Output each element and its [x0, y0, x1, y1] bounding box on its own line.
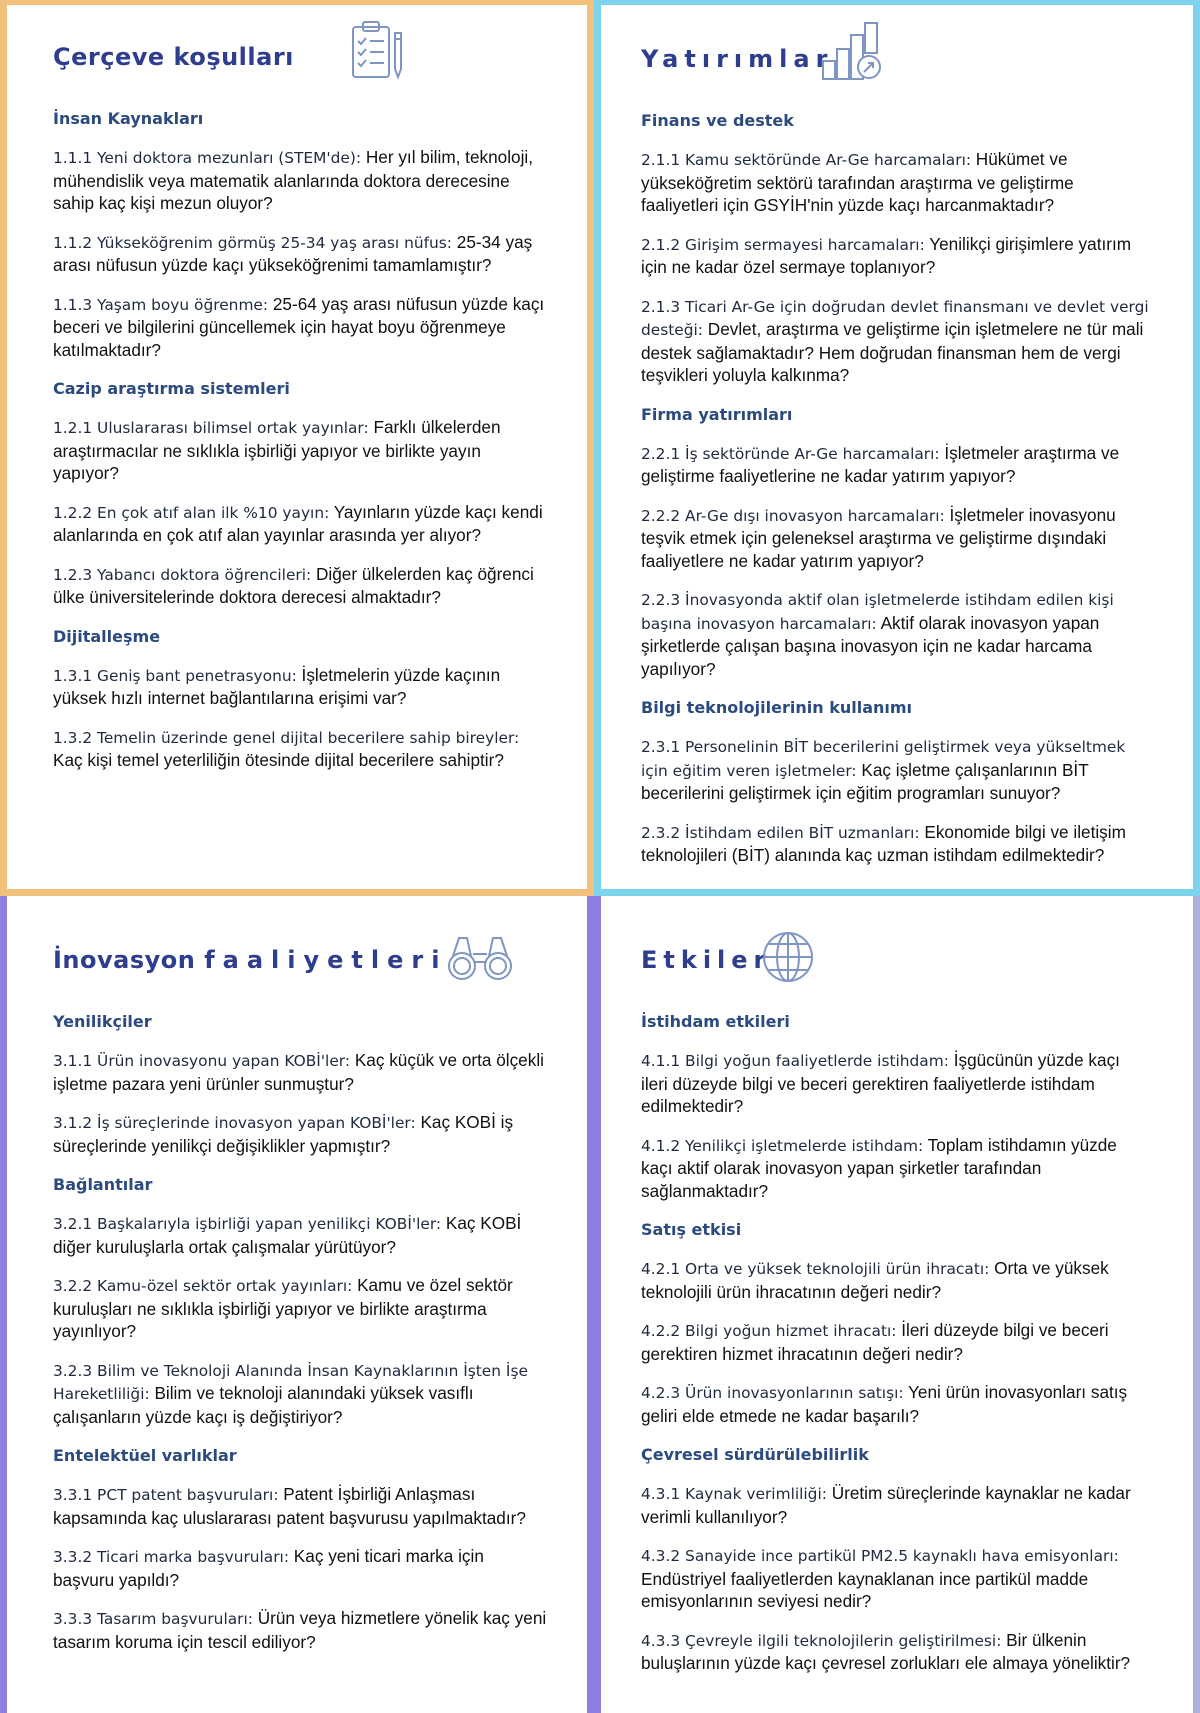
binoculars-icon [445, 932, 515, 984]
indicator-text: İşletmeler inovasyonu teşvik etmek için geleneksel araştırma ve geliştirme dışındaki faaliyetlere ne kadar yatırım yapıyor? [641, 504, 1116, 571]
indicator-code: 1.3.1 Geniş bant penetrasyonu: [53, 666, 297, 685]
indicator-code: 1.2.2 En çok atıf alan ilk %10 yayın: [53, 503, 330, 522]
indicator-code: 1.1.2 Yükseköğrenim görmüş 25-34 yaş arası nüfus: [53, 233, 452, 252]
indicator-text: İleri düzeyde bilgi ve beceri gerektiren hizmet ihracatının değeri nedir? [641, 1320, 1109, 1364]
section-inovasyon-faaliyetleri [0, 896, 594, 1713]
section-yatirimlar [594, 0, 1200, 896]
section-title-main: faaliyetleri [204, 946, 448, 974]
indicator-text: Toplam istihdamın yüzde kaçı aktif olarak inovasyon yapan şirketler tarafından sağlanmaktadır? [641, 1134, 1117, 1201]
group-heading: Satış etkisi [641, 1220, 742, 1239]
indicator-item [641, 504, 1149, 573]
indicator-text: Yayınların yüzde kaçı kendi alanlarında en çok atıf alan yayınlar arasında yer alıyor? [53, 501, 543, 545]
indicator-code: 4.3.1 Kaynak verimliliği: [641, 1485, 827, 1503]
indicator-text: İşgücünün yüzde kaçı ileri düzeyde bilgi ve beceri gerektiren faaliyetlerde istihdam edilmektedir? [641, 1050, 1120, 1116]
indicator-code: 3.3.1 PCT patent başvuruları: [53, 1486, 279, 1504]
indicator-item [641, 735, 1149, 805]
indicator-code: 1.1.1 Yeni doktora mezunları (STEM'de): [53, 149, 362, 167]
indicator-text: Kaç KOBİ iş süreçlerinde yenilikçi değişiklikler yapmıştır? [53, 1112, 514, 1156]
group-heading: Çevresel sürdürülebilirlik [641, 1445, 869, 1464]
indicator-code: 4.1.1 Bilgi yoğun faaliyetlerde istihdam: [641, 1052, 949, 1070]
indicator-text: Kaç işletme çalışanlarının BİT becerilerini geliştirmek için eğitim programları sunuyor? [641, 759, 1089, 803]
group-heading: İstihdam etkileri [641, 1012, 790, 1031]
indicator-code: 4.1.2 Yenilikçi işletmelerde istihdam: [641, 1136, 924, 1155]
group-heading: Entelektüel varlıklar [53, 1446, 237, 1465]
indicator-text: Yeni ürün inovasyonları satış geliri elde etmede ne kadar başarılı? [641, 1382, 1128, 1426]
indicator-code: 1.2.1 Uluslararası bilimsel ortak yayınlar: [53, 419, 369, 437]
clipboard-checklist-icon [343, 19, 409, 85]
indicator-item [53, 293, 547, 362]
section-title [53, 946, 447, 974]
indicator-code: 4.2.3 Ürün inovasyonlarının satışı: [641, 1384, 904, 1402]
indicator-code: 3.2.2 Kamu-özel sektör ortak yayınları: [53, 1277, 353, 1295]
indicator-item [641, 233, 1149, 279]
indicator-text: Her yıl bilim, teknoloji, mühendislik veya matematik alanlarında doktora derecesine sahip kaç kişi mezun oluyor? [53, 147, 534, 213]
indicator-text: Bilim ve teknoloji alanındaki yüksek vasıflı çalışanların yüzde kaçı iş değiştiriyor? [53, 1383, 474, 1427]
growth-chart-icon [819, 21, 885, 83]
indicator-text: Kaç yeni ticari marka için başvuru yapıldı? [53, 1546, 484, 1590]
indicator-item [641, 588, 1149, 680]
indicator-code: 2.2.1 İş sektöründe Ar-Ge harcamaları: [641, 444, 940, 463]
section-title: Etkiler [641, 946, 772, 974]
indicator-text: Devlet, araştırma ve geliştirme için işletmelere ne tür mali destek sağlamaktadır? Hem doğrudan finansman hem de vergi teşvikleri yoluyla kalkınma? [641, 319, 1144, 385]
indicator-item [53, 1483, 547, 1529]
indicator-item [53, 1545, 547, 1591]
indicator-text: Diğer ülkelerden kaç öğrenci ülke üniversitelerinde doktora derecesi almaktadır? [53, 563, 534, 607]
indicator-text: Aktif olarak inovasyon yapan şirketlerde çalışan başına inovasyon için ne kadar harcama yapılıyor? [641, 612, 1100, 679]
indicator-code: 2.1.1 Kamu sektöründe Ar-Ge harcamaları: [641, 151, 972, 169]
group-heading: İnsan Kaynakları [53, 109, 204, 128]
indicator-text: Ürün veya hizmetlere yönelik kaç yeni tasarım koruma için tescil ediliyor? [53, 1608, 547, 1652]
group-heading: Yenilikçiler [53, 1012, 152, 1031]
indicator-code: 3.2.1 Başkalarıyla işbirliği yapan yenilikçi KOBİ'ler: [53, 1215, 442, 1233]
indicator-text: İşletmelerin yüzde kaçının yüksek hızlı internet bağlantılarına erişimi var? [53, 664, 501, 708]
indicator-item [53, 501, 547, 547]
indicator-item [53, 1274, 547, 1343]
group-heading: Dijitalleşme [53, 626, 161, 646]
section-title: Yatırımlar [641, 45, 834, 73]
indicator-text: Üretim süreçlerinde kaynaklar ne kadar verimli kullanılıyor? [641, 1483, 1131, 1527]
indicator-code: 3.1.2 İş süreçlerinde inovasyon yapan KOBİ'ler: [53, 1114, 416, 1132]
indicator-item [641, 1629, 1149, 1675]
indicator-code: 2.2.3 İnovasyonda aktif olan işletmelerde istihdam edilen kişi başına inovasyon harcamaları: [641, 591, 1114, 633]
indicator-code: 4.3.3 Çevreyle ilgili teknolojilerin geliştirilmesi: [641, 1631, 1002, 1650]
group-heading: Cazip araştırma sistemleri [53, 379, 290, 398]
indicator-code: 1.3.2 Temelin üzerinde genel dijital becerilere sahip bireyler: [53, 728, 520, 747]
indicator-item [53, 416, 547, 485]
indicator-code: 1.1.3 Yaşam boyu öğrenme: [53, 295, 269, 314]
indicator-text: 25-34 yaş arası nüfusun yüzde kaçı yükseköğrenimi tamamlamıştır? [53, 231, 533, 275]
indicator-item [641, 1049, 1149, 1118]
indicator-item [53, 146, 547, 215]
section-title: Çerçeve koşulları [53, 43, 294, 71]
section-header [53, 918, 547, 998]
group-heading: Bilgi teknolojilerinin kullanımı [641, 698, 913, 717]
indicator-code: 3.3.2 Ticari marka başvuruları: [53, 1548, 290, 1566]
indicator-text: Ekonomide bilgi ve iletişim teknolojileri (BİT) alanında kaç uzman istihdam edilmektedir? [641, 821, 1126, 865]
indicator-text: Kaç küçük ve orta ölçekli işletme pazara yeni ürünler sunmuştur? [53, 1050, 544, 1094]
indicator-code: 2.2.2 Ar-Ge dışı inovasyon harcamaları: [641, 506, 945, 525]
indicator-item [53, 563, 547, 609]
group-heading: Firma yatırımları [641, 404, 793, 424]
indicator-text: Patent İşbirliği Anlaşması kapsamında kaç uluslararası patent başvurusu yapılmaktadır? [53, 1484, 526, 1528]
indicator-item [53, 726, 547, 772]
indicator-item [53, 1212, 547, 1258]
indicator-item [641, 442, 1149, 488]
section-cerceve-kosullari [0, 0, 594, 896]
indicator-code: 2.3.2 İstihdam edilen BİT uzmanları: [641, 823, 920, 842]
indicator-text: Kamu ve özel sektör kuruluşları ne sıklıkla işbirliği yapıyor ve birlikte araştırma yayınlıyor? [53, 1275, 513, 1341]
indicator-text: Kaç kişi temel yeterliliğin ötesinde dijital becerilere sahiptir? [53, 750, 504, 770]
group-heading: Bağlantılar [53, 1175, 153, 1194]
indicator-text: Yenilikçi girişimlere yatırım için ne kadar özel sermaye toplanıyor? [641, 233, 1132, 277]
indicator-text: Hükümet ve yükseköğretim sektörü tarafından araştırma ve geliştirme faaliyetleri için GSYİH'nin yüzde kaçı harcanmaktadır? [641, 149, 1074, 215]
indicator-item [641, 1134, 1149, 1203]
group-heading: Finans ve destek [641, 111, 794, 130]
indicator-code: 2.3.1 Personelinin BİT becerilerini geliştirmek veya yükseltmek için eğitim veren işletmeler: [641, 738, 1126, 780]
indicator-code: 4.2.2 Bilgi yoğun hizmet ihracatı: [641, 1322, 897, 1340]
indicator-code: 4.3.2 Sanayide ince partikül PM2.5 kaynaklı hava emisyonları: [641, 1547, 1119, 1565]
indicator-text: Orta ve yüksek teknolojili ürün ihracatının değeri nedir? [641, 1258, 1109, 1302]
indicator-text: Bir ülkenin buluşlarının yüzde kaçı çevresel zorlukları ele almaya yöneliktir? [641, 1629, 1131, 1673]
globe-icon [761, 930, 815, 984]
indicator-item [53, 1359, 547, 1429]
indicator-item [641, 1319, 1149, 1365]
indicator-item [641, 821, 1149, 867]
indicator-code: 2.1.3 Ticari Ar-Ge için doğrudan devlet finansmanı ve devlet vergi desteği: [641, 297, 1149, 339]
indicator-item [641, 1482, 1149, 1528]
indicator-text: Kaç KOBİ diğer kuruluşlarla ortak çalışmalar yürütüyor? [53, 1213, 522, 1257]
indicator-item [53, 1607, 547, 1653]
indicator-code: 3.1.1 Ürün inovasyonu yapan KOBİ'ler: [53, 1052, 351, 1070]
section-header [641, 918, 1149, 998]
indicator-item [53, 1049, 547, 1095]
indicator-text: Farklı ülkelerden araştırmacılar ne sıklıkla işbirliği yapıyor ve birlikte yayın yapıyor? [53, 417, 501, 483]
indicator-item [641, 148, 1149, 217]
indicator-code: 4.2.1 Orta ve yüksek teknolojili ürün ihracatı: [641, 1260, 990, 1278]
indicator-text: 25-64 yaş arası nüfusun yüzde kaçı beceri ve bilgilerini güncellemek için hayat boyu öğrenmeye katılmaktadır? [53, 293, 545, 360]
section-header [641, 17, 1149, 97]
indicator-code: 2.1.2 Girişim sermayesi harcamaları: [641, 235, 925, 254]
indicator-item [53, 231, 547, 277]
indicator-code: 3.3.3 Tasarım başvuruları: [53, 1610, 253, 1628]
indicator-item [641, 1257, 1149, 1303]
indicator-text: Endüstriyel faaliyetlerden kaynaklanan ince partikül madde emisyonlarının seviyesi nedir? [641, 1568, 1089, 1611]
section-etkiler [594, 896, 1200, 1713]
indicator-item [53, 1111, 547, 1157]
indicator-text: İşletmeler araştırma ve geliştirme faaliyetlerine ne kadar yatırım yapıyor? [641, 442, 1120, 486]
indicator-item [641, 1381, 1149, 1427]
indicator-item [641, 1544, 1149, 1613]
indicator-code: 3.2.3 Bilim ve Teknoloji Alanında İnsan Kaynaklarının İşten İşe Hareketliliği: [53, 1361, 528, 1403]
indicator-item [53, 664, 547, 710]
indicator-code: 1.2.3 Yabancı doktora öğrencileri: [53, 565, 312, 584]
section-header [53, 15, 547, 95]
section-title-prefix: İnovasyon [53, 946, 196, 974]
indicator-item [641, 295, 1149, 387]
